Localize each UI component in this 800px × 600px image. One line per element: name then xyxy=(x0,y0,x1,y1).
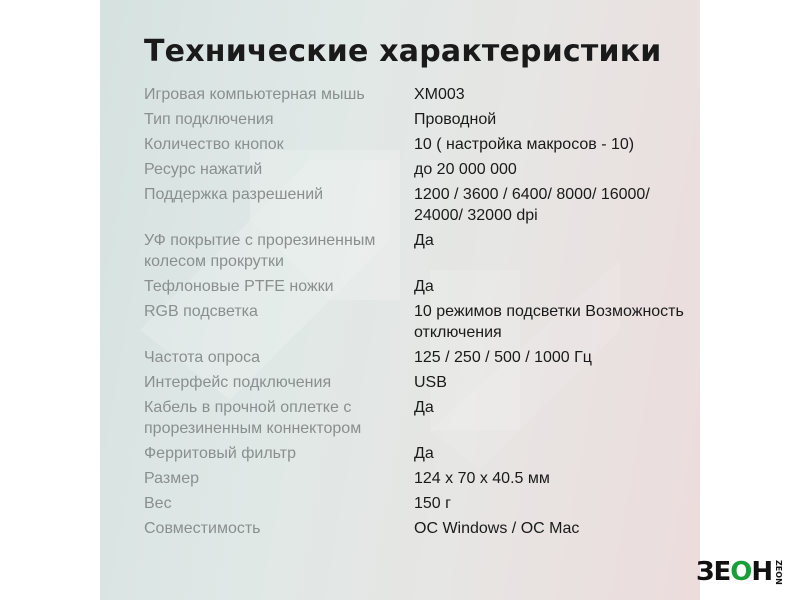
spec-label: Частота опроса xyxy=(144,349,261,366)
spec-label: Ферритовый фильтр xyxy=(144,445,296,462)
logo-wordmark xyxy=(696,558,772,586)
spec-value: 10 ( настройка макросов - 10) xyxy=(414,136,635,153)
spec-row xyxy=(144,468,684,489)
spec-value: 1200 / 3600 / 6400/ 8000/ 16000/ 24000/ 32000 dpi xyxy=(414,186,650,224)
spec-value: Да xyxy=(414,399,434,416)
logo-part-a: ЗЕ xyxy=(696,557,731,587)
spec-row xyxy=(144,347,684,368)
spec-row xyxy=(144,301,684,343)
spec-value: 150 г xyxy=(414,495,451,512)
spec-label: Совместимость xyxy=(144,520,261,537)
spec-value: 124 х 70 х 40.5 мм xyxy=(414,470,550,487)
spec-row xyxy=(144,397,684,439)
logo-subtext: ZEON xyxy=(774,559,784,585)
spec-row xyxy=(144,230,684,272)
spec-row xyxy=(144,84,684,105)
spec-value: ОС Windows / ОС Mac xyxy=(414,520,580,537)
spec-row xyxy=(144,184,684,226)
spec-table xyxy=(144,84,684,543)
spec-label: Тип подключения xyxy=(144,111,274,128)
spec-label: Размер xyxy=(144,470,199,487)
spec-label: Интерфейс подключения xyxy=(144,374,332,391)
spec-label: Количество кнопок xyxy=(144,136,284,153)
spec-value: Проводной xyxy=(414,111,497,128)
spec-value: Да xyxy=(414,232,434,249)
spec-label: Поддержка разрешений xyxy=(144,186,324,203)
spec-label: Ресурс нажатий xyxy=(144,161,263,178)
spec-row xyxy=(144,276,684,297)
spec-value: 125 / 250 / 500 / 1000 Гц xyxy=(414,349,592,366)
spec-label: Тефлоновые PTFE ножки xyxy=(144,278,334,295)
brand-logo xyxy=(696,558,783,586)
spec-label: RGB подсветка xyxy=(144,303,258,320)
spec-value: до 20 000 000 xyxy=(414,161,517,178)
logo-accent-letter: О xyxy=(730,557,752,587)
spec-label: Игровая компьютерная мышь xyxy=(144,86,365,103)
spec-value: 10 режимов подсветки Возможность отключения xyxy=(414,303,684,341)
spec-row xyxy=(144,109,684,130)
spec-label: УФ покрытие с прорезиненным колесом прокрутки xyxy=(144,232,376,270)
logo-part-b: Н xyxy=(751,557,773,587)
spec-row xyxy=(144,159,684,180)
spec-row xyxy=(144,493,684,514)
spec-row xyxy=(144,518,684,539)
spec-row xyxy=(144,134,684,155)
spec-value: Да xyxy=(414,445,434,462)
page-title: Технические характеристики xyxy=(144,34,662,69)
spec-card xyxy=(100,0,700,600)
spec-row xyxy=(144,443,684,464)
spec-row xyxy=(144,372,684,393)
spec-label: Кабель в прочной оплетке с прорезиненным коннектором xyxy=(144,399,362,437)
spec-value: USB xyxy=(414,374,447,391)
spec-value: XM003 xyxy=(414,86,465,103)
spec-value: Да xyxy=(414,278,434,295)
spec-label: Вес xyxy=(144,495,172,512)
